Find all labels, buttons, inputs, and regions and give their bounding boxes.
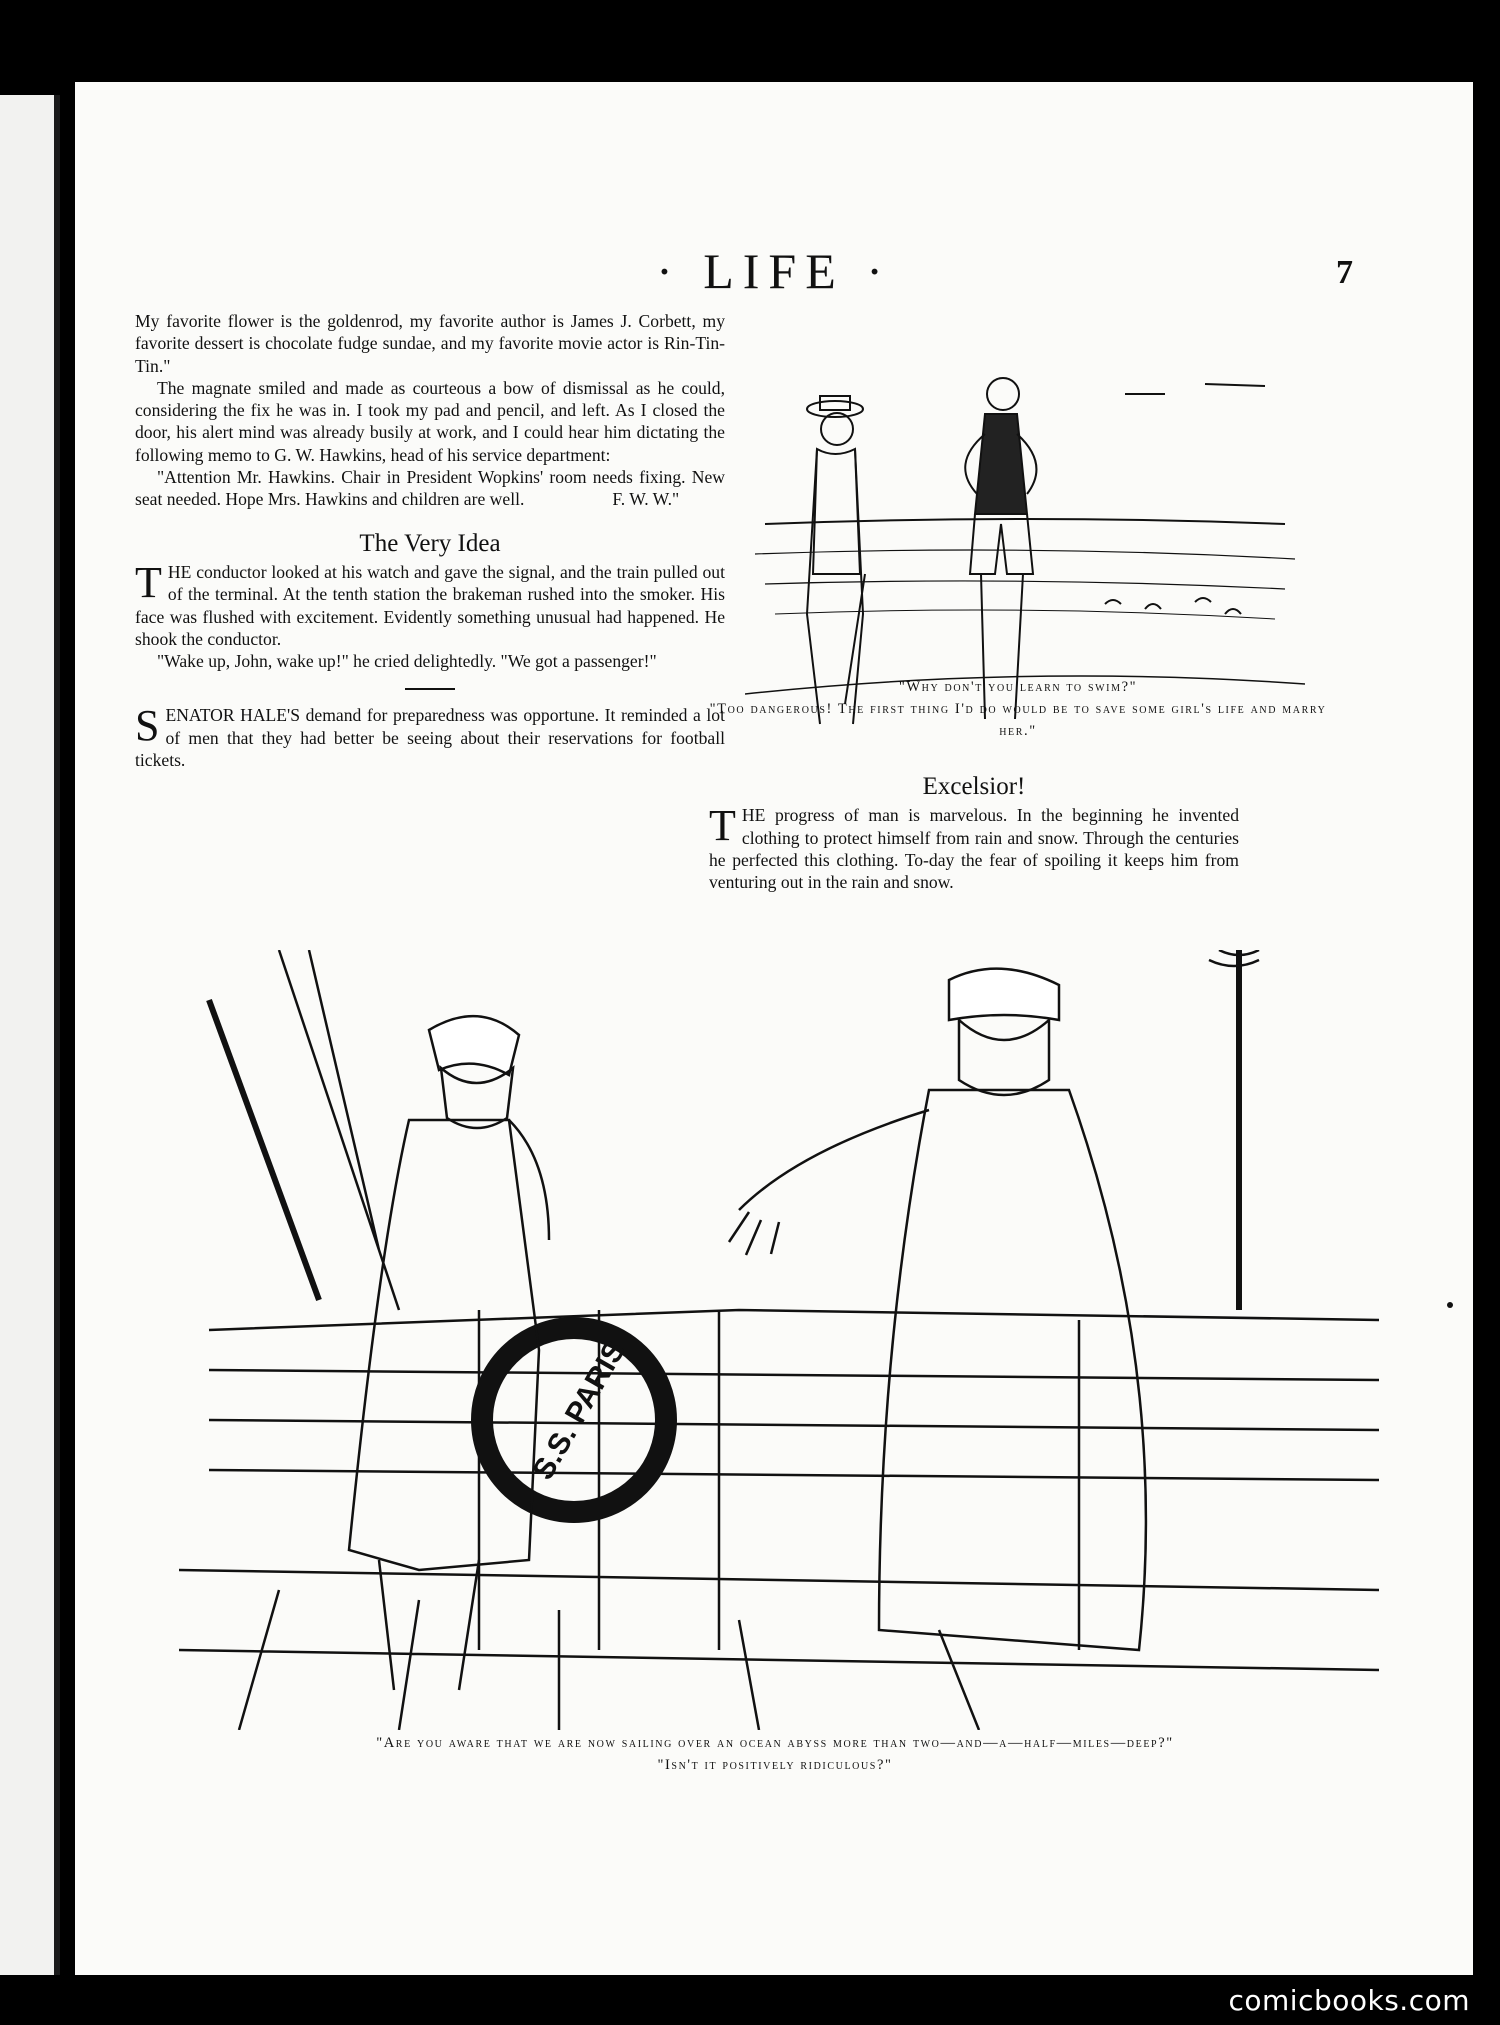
article-text: HE progress of man is marvelous. In the beginning he invented clothing to protect himself from rain and snow. Through the centuries he perfected this clothing. To-day the fear of spoiling it keeps him from venturing out in the rain and snow.: [709, 805, 1239, 893]
memo-text: "Attention Mr. Hawkins. Chair in President Wopkins' room needs fixing. New seat needed. Hope Mrs. Hawkins and children are well.: [135, 467, 725, 510]
watermark: comicbooks.com: [1228, 1984, 1470, 2017]
right-column: [709, 754, 1239, 893]
paragraph: The magnate smiled and made as courteous a bow of dismissal as he could, considering the fix he was in. I took my pad and pencil, and left. As I closed the door, his alert mind was already busily at work, and I could hear him dictating the following memo to G. W. Hawkins, head of his service department:: [135, 377, 725, 465]
ship-deck-cartoon: [179, 950, 1379, 1730]
paragraph: [135, 557, 725, 650]
paragraph: [709, 801, 1239, 893]
paragraph: My favorite flower is the goldenrod, my favorite author is James J. Corbett, my favorite dessert is chocolate fudge sundae, and my favorite movie actor is Rin-Tin-Tin.": [135, 311, 725, 376]
paragraph: [135, 466, 725, 511]
caption-line: "Why don't you learn to swim?": [898, 679, 1138, 695]
magazine-page: [75, 82, 1473, 1975]
life-ring-text: S.S. PARIS: [526, 1335, 633, 1486]
dropcap: T: [135, 557, 162, 607]
section-divider: [405, 688, 455, 690]
left-column: [135, 310, 725, 771]
paragraph: [135, 701, 725, 771]
bottom-cartoon-caption: [195, 1732, 1355, 1776]
dropcap: S: [135, 701, 160, 751]
squib-text: ENATOR HALE'S demand for preparedness was opportune. It reminded a lot of men that they had better be seeing about their reservations for football tickets.: [135, 705, 725, 771]
signature: F. W. W.": [612, 489, 680, 510]
previous-page-edge: [0, 95, 60, 1975]
caption-line: "Are you aware that we are now sailing over an ocean abyss more than two—and—a—half—miles—deep?": [376, 1735, 1174, 1751]
article-heading: Excelsior!: [922, 773, 1026, 800]
caption-line: "Isn't it positively ridiculous?": [657, 1757, 893, 1773]
running-head: · LIFE ·: [656, 243, 892, 299]
print-speck: [1447, 1302, 1453, 1308]
article-heading: The Very Idea: [359, 529, 501, 557]
paragraph: "Wake up, John, wake up!" he cried delightedly. "We got a passenger!": [157, 651, 657, 672]
article-text: HE conductor looked at his watch and gave the signal, and the train pulled out of the terminal. At the tenth station the brakeman rushed into the smoker. His face was flushed with excitement. Evidently something unusual had happened. He shook the conductor.: [135, 561, 725, 649]
dropcap: T: [709, 801, 736, 851]
top-cartoon-caption: [698, 676, 1338, 742]
caption-line: "Too dangerous! The first thing I'd do would be to save some girl's life and marry her.": [709, 701, 1327, 739]
page-number: 7: [1336, 254, 1353, 291]
